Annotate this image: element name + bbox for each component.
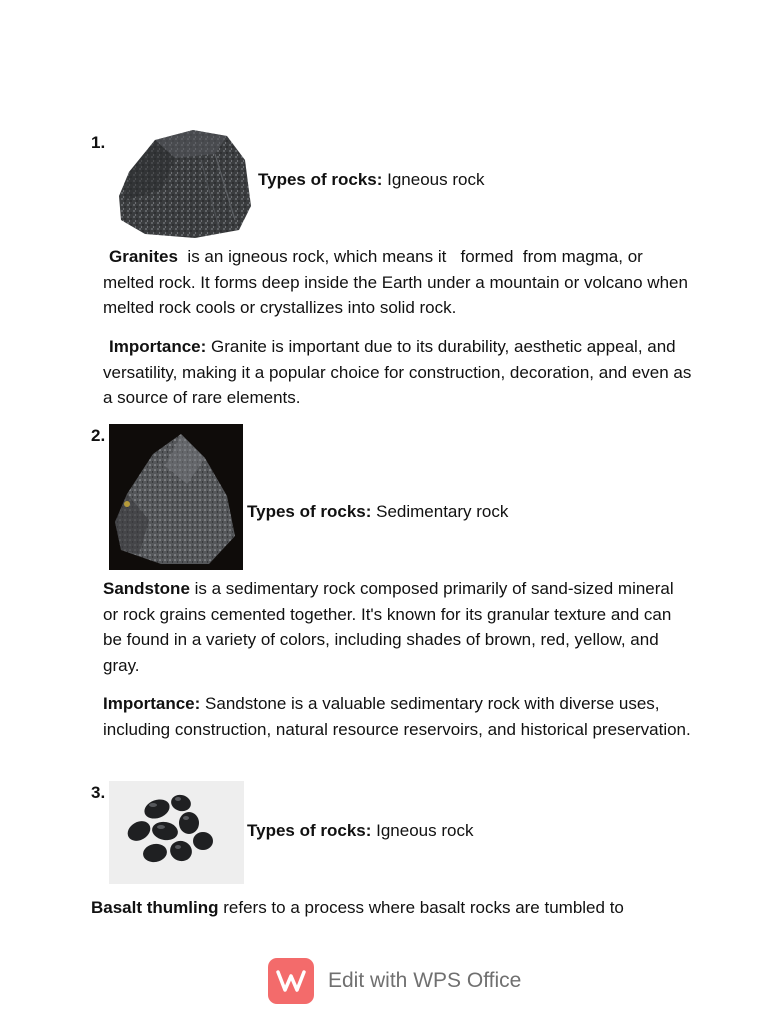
description-paragraph bbox=[103, 244, 693, 321]
types-label: Types of rocks: bbox=[258, 170, 383, 189]
description-text: is a sedimentary rock composed primarily of sand-sized mineral or rock grains cemented together. It's known for its granular texture and can be found in a variety of colors, including shades of brown, red, yellow, and gray. bbox=[103, 579, 674, 675]
tumbled-basalt-stones-photo bbox=[109, 781, 244, 884]
importance-text: Sandstone is a valuable sedimentary rock with diverse uses, including construction, natural resource reservoirs, and historical preservation. bbox=[103, 694, 691, 739]
description-paragraph bbox=[91, 895, 691, 921]
types-value: Igneous rock bbox=[371, 821, 474, 840]
rock-type-line bbox=[258, 170, 484, 190]
importance-label: Importance: bbox=[103, 694, 201, 713]
wps-logo-icon bbox=[268, 958, 314, 1004]
types-label: Types of rocks: bbox=[247, 821, 372, 840]
importance-paragraph bbox=[103, 334, 693, 411]
sandstone-rock-photo bbox=[109, 424, 243, 570]
importance-text: Granite is important due to its durability, aesthetic appeal, and versatility, making it a popular choice for construction, decoration, and even as a source of rare elements. bbox=[103, 337, 692, 407]
item-number: 1. bbox=[91, 133, 106, 152]
description-paragraph bbox=[103, 576, 693, 678]
item-number: 3. bbox=[91, 783, 106, 802]
types-label: Types of rocks: bbox=[247, 502, 372, 521]
types-value: Igneous rock bbox=[382, 170, 485, 189]
rock-name: Sandstone bbox=[103, 579, 190, 598]
rock-name: Granites bbox=[109, 247, 178, 266]
rock-type-line bbox=[247, 502, 508, 522]
description-text: refers to a process where basalt rocks are tumbled to bbox=[218, 898, 624, 917]
importance-paragraph bbox=[103, 691, 693, 742]
rock-name: Basalt thumling bbox=[91, 898, 219, 917]
importance-label: Importance: bbox=[109, 337, 207, 356]
types-value: Sedimentary rock bbox=[371, 502, 509, 521]
granite-rock-photo bbox=[115, 120, 253, 240]
wps-footer-text: Edit with WPS Office bbox=[328, 969, 522, 992]
item-number: 2. bbox=[91, 426, 106, 445]
edit-with-wps-button[interactable] bbox=[268, 958, 521, 1004]
rock-type-line bbox=[247, 821, 473, 841]
description-text: is an igneous rock, which means it formed from magma, or melted rock. It forms deep inside the Earth under a mountain or volcano when melted rock cools or crystallizes into solid rock. bbox=[103, 247, 693, 317]
